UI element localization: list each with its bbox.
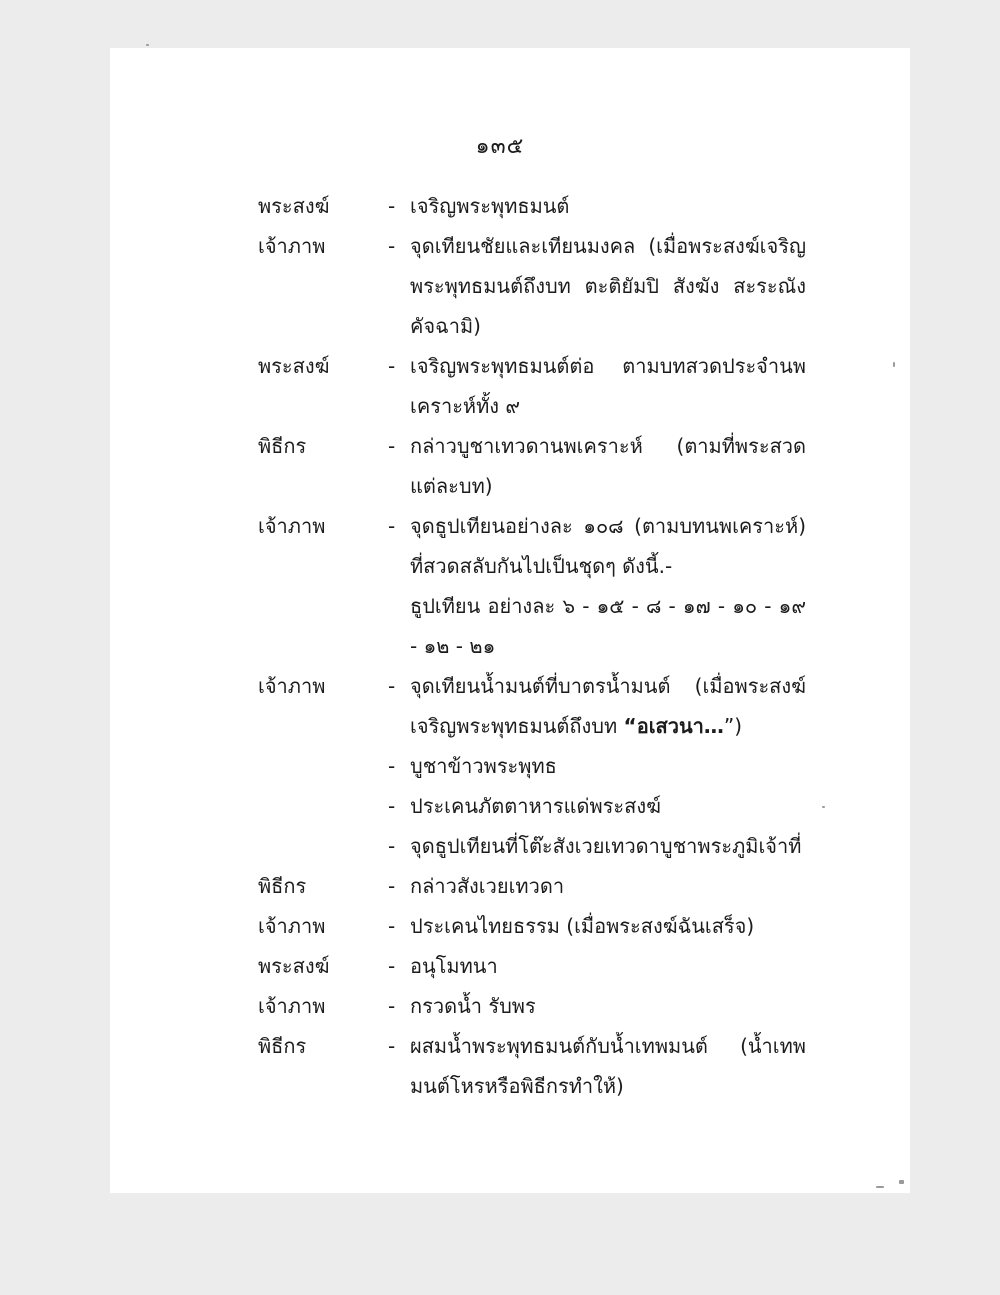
entry-text [410,946,806,986]
page-number: ๑๓๕ [475,134,525,159]
entry-continuation: ธูปเทียน อย่างละ ๖ - ๑๕ - ๘ - ๑๗ - ๑๐ - ๑๙ - ๑๒ - ๒๑ [410,594,806,658]
entry-text-main: กล่าวสังเวยเทวดา [410,874,565,898]
dash-marker: - [388,794,396,818]
entry-text-main: บูชาข้าวพระพุทธ [410,754,557,778]
entry-text-main: ประเคนไทยธรรม (เมื่อพระสงฆ์ฉันเสร็จ) [410,914,755,938]
dash-marker: - [388,1034,396,1058]
entry-text [410,906,806,946]
entry-text-main: กรวดน้ำ รับพร [410,994,536,1018]
entry-items [388,1026,806,1106]
dash-marker: - [388,834,396,858]
scan-speck [876,1186,884,1188]
entry-item [388,506,806,586]
ceremony-entries [258,186,806,1106]
entry-text-main: อนุโมทนา [410,954,498,978]
entry-text [410,986,806,1026]
dash-marker: - [388,514,396,538]
entry-item [388,826,806,866]
entry-text [410,826,806,866]
role-label: พระสงฆ์ [258,354,330,378]
dash-marker: - [388,434,396,458]
dash-marker: - [388,674,396,698]
entry-items [388,226,806,346]
entry-text-tail: ”) [723,714,743,738]
entry-text-main: จุดเทียนชัยและเทียนมงคล (เมื่อพระสงฆ์เจริญพระพุทธมนต์ถึงบท ตะติยัมปิ สังฆัง สะระณัง คัจฉามิ) [410,234,806,338]
entry-item [388,986,806,1026]
entry-text [410,1026,806,1106]
entry-items [388,946,806,986]
entry-text [410,666,806,746]
entry-item [388,1026,806,1106]
role-label: เจ้าภาพ [258,994,326,1018]
entry-text [410,186,806,226]
entry-row [258,186,806,226]
entry-items [388,986,806,1026]
role-label: พิธีกร [258,874,307,898]
entry-item [388,186,806,226]
entry-items [388,506,806,666]
entry-items [388,906,806,946]
entry-items [388,346,806,426]
entry-row [258,986,806,1026]
dash-marker: - [388,194,396,218]
role-label: พิธีกร [258,1034,307,1058]
role-label: เจ้าภาพ [258,514,326,538]
entry-text [410,426,806,506]
role-label: เจ้าภาพ [258,234,326,258]
role-label: พิธีกร [258,434,307,458]
scan-speck [146,44,149,46]
entry-text-main: เจริญพระพุทธมนต์ต่อ ตามบทสวดประจำนพเคราะห์ทั้ง ๙ [410,354,806,418]
scan-speck [822,806,825,808]
entry-text-main: ผสมน้ำพระพุทธมนต์กับน้ำเทพมนต์ (น้ำเทพมนต์โหรหรือพิธีกรทำให้) [410,1034,806,1098]
entry-row [258,426,806,506]
entry-items [388,666,806,866]
dash-marker: - [388,234,396,258]
role-label: เจ้าภาพ [258,914,326,938]
entry-item [388,426,806,506]
entry-item [388,786,806,826]
entry-item [388,946,806,986]
entry-text-main: เจริญพระพุทธมนต์ [410,194,570,218]
role-label: พระสงฆ์ [258,954,330,978]
dash-marker: - [388,954,396,978]
entry-row [258,1026,806,1106]
role-label: เจ้าภาพ [258,674,326,698]
scan-speck [899,1180,904,1184]
entry-text [410,866,806,906]
dash-marker: - [388,754,396,778]
entry-row [258,666,806,866]
entry-text-bold: “อเสวนา… [623,714,724,738]
entry-row [258,946,806,986]
entry-text-main: จุดธูปเทียนที่โต๊ะสังเวยเทวดาบูชาพระภูมิเจ้าที่ [410,834,802,858]
entry-row [258,506,806,666]
dash-marker: - [388,874,396,898]
dash-marker: - [388,354,396,378]
entry-row [258,906,806,946]
entry-text-main: จุดเทียนน้ำมนต์ที่บาตรน้ำมนต์ (เมื่อพระสงฆ์เจริญพระพุทธมนต์ถึงบท [410,674,806,738]
entry-item [388,226,806,346]
entry-item [388,866,806,906]
entry-row [258,866,806,906]
entry-items [388,426,806,506]
role-label: พระสงฆ์ [258,194,330,218]
entry-text-main: กล่าวบูชาเทวดานพเคราะห์ (ตามที่พระสวดแต่ละบท) [410,434,806,498]
entry-text [410,346,806,426]
entry-text [410,786,806,826]
entry-row [258,346,806,426]
entry-text [410,506,806,586]
entry-item [388,666,806,746]
entry-item [388,746,806,786]
entry-item [388,906,806,946]
scan-speck [893,362,895,367]
entry-row [258,226,806,346]
entry-item [388,346,806,426]
entry-text-main: จุดธูปเทียนอย่างละ ๑๐๘ (ตามบทนพเคราะห์) ที่สวดสลับกันไปเป็นชุดๆ ดังนี้.- [410,514,806,578]
entry-items [388,186,806,226]
entry-text [410,746,806,786]
entry-items [388,866,806,906]
dash-marker: - [388,994,396,1018]
entry-text-main: ประเคนภัตตาหารแด่พระสงฆ์ [410,794,661,818]
entry-text [410,226,806,346]
dash-marker: - [388,914,396,938]
